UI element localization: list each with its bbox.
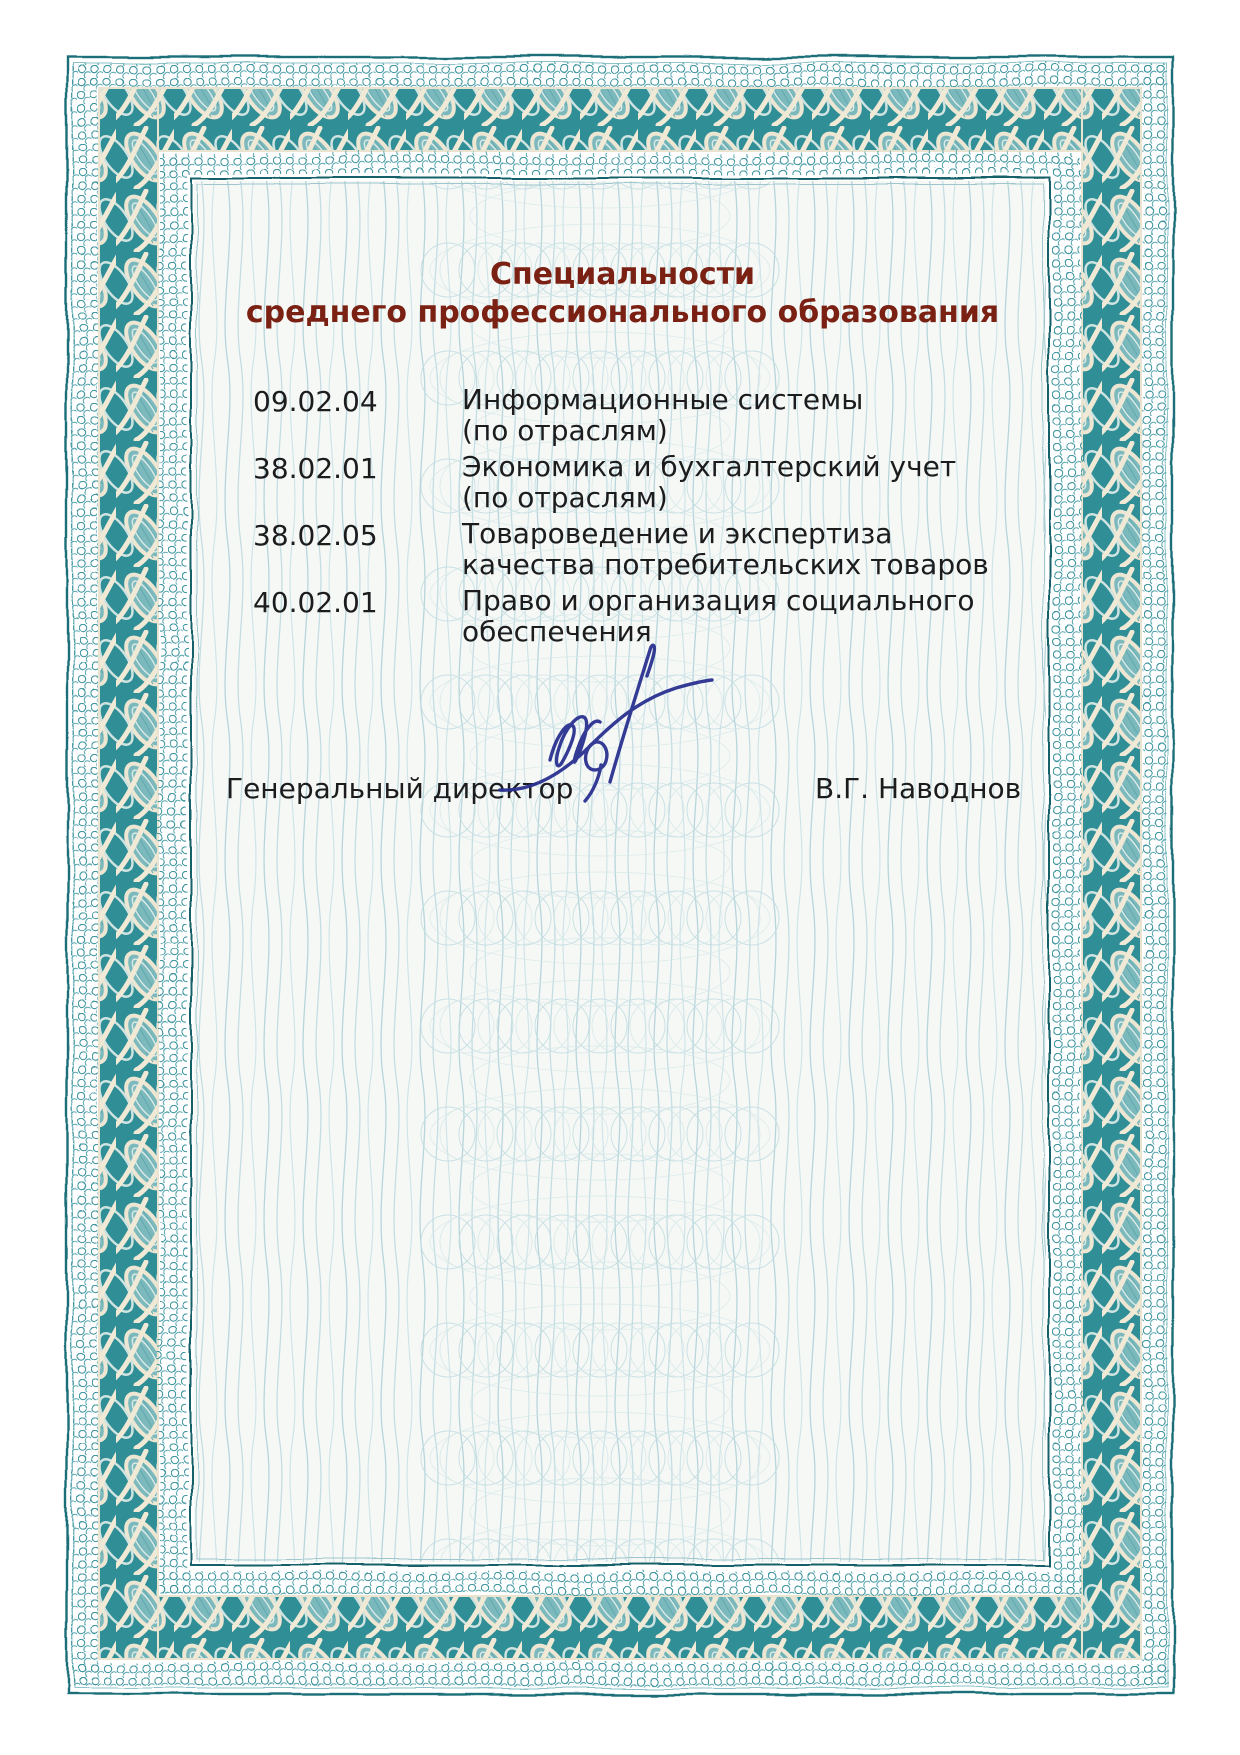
specialty-name-line2: качества потребительских товаров <box>462 548 989 581</box>
specialty-row <box>253 451 993 513</box>
specialty-name-line1: Товароведение и экспертиза <box>462 517 893 550</box>
specialty-name-line1: Право и организация социального <box>462 584 975 617</box>
signer-role: Генеральный директор <box>226 772 574 805</box>
specialty-name-line1: Экономика и бухгалтерский учет <box>462 450 957 483</box>
specialty-code: 38.02.05 <box>253 519 378 552</box>
specialty-row <box>253 518 993 580</box>
signature <box>492 638 720 806</box>
title-line-2: среднего профессионального образования <box>245 295 1000 330</box>
specialty-name-line2: (по отраслям) <box>462 414 668 447</box>
specialty-name <box>462 518 993 580</box>
specialty-code: 38.02.01 <box>253 452 378 485</box>
title-line-1: Специальности <box>489 257 756 292</box>
specialty-name-line2: (по отраслям) <box>462 481 668 514</box>
specialty-name-line1: Информационные системы <box>462 383 864 416</box>
specialty-name-line2: обеспечения <box>462 615 652 648</box>
specialty-name <box>462 451 993 513</box>
specialties-list <box>253 384 993 652</box>
signer-name: В.Г. Наводнов <box>815 772 1022 805</box>
specialty-code: 40.02.01 <box>253 586 378 619</box>
specialty-name <box>462 384 993 446</box>
page-title <box>200 256 1045 332</box>
specialty-row <box>253 384 993 446</box>
specialty-code: 09.02.04 <box>253 385 378 418</box>
